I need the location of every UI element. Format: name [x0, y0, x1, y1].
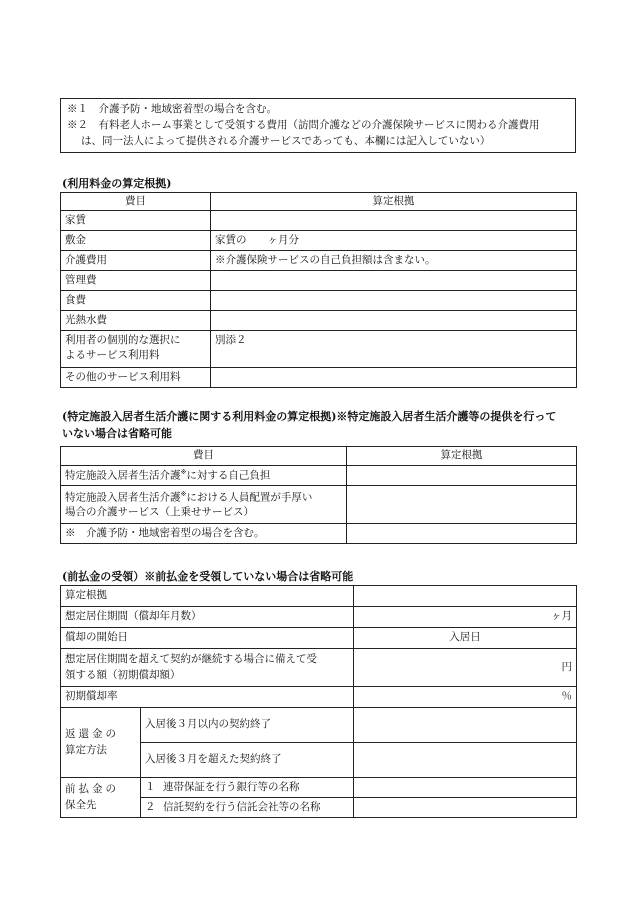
- table-row: [61, 368, 577, 388]
- table-row: [61, 778, 577, 798]
- table-row: [61, 466, 577, 486]
- header-basis: 算定根拠: [211, 193, 577, 211]
- protection-label-line1: 前払金の: [65, 783, 119, 796]
- protection-option-b: [141, 798, 354, 818]
- period-unit: ヶ月: [354, 607, 577, 628]
- care-fee-table: [60, 446, 577, 544]
- row-item: [61, 486, 347, 524]
- table-row: [61, 607, 577, 628]
- amount-label-line2: 領する額（初期償却額）: [65, 668, 181, 681]
- refund-label-line1: 返還金の: [65, 728, 119, 741]
- row1-text: 特定施設入居者生活介護: [65, 469, 181, 482]
- protection-label: [61, 778, 141, 818]
- row-basis: [347, 466, 577, 486]
- row-item: ※ 介護予防・地域密着型の場合を含む。: [61, 524, 347, 544]
- row2-line2: 場合の介護サービス（上乗せサービス）: [65, 506, 254, 519]
- refund-option-b: 入居後３月を超えた契約終了: [141, 743, 354, 778]
- row-item: [61, 466, 347, 486]
- note-line-3: は、同一法人によって提供される介護サービスであっても、本欄には記入していない）: [81, 134, 491, 147]
- section2-title: [62, 409, 582, 442]
- protection-option-a: [141, 778, 354, 798]
- amount-label-line1: 想定居住期間を超えて契約が継続する場合に備えて受: [65, 653, 317, 666]
- row-item: 介護費用: [61, 251, 211, 271]
- refund-method-label: [61, 708, 141, 778]
- row2-line1: [65, 489, 342, 506]
- amount-label: [61, 649, 354, 687]
- table-row: [61, 311, 577, 331]
- amount-unit: 円: [354, 649, 577, 687]
- protection-label-line2: 保全先: [65, 798, 97, 811]
- row-item-line2: よるサービス利用料: [65, 349, 160, 362]
- section2-title-line1: (特定施設入居者生活介護に関する利用料金の算定根拠)※特定施設入居者生活介護等の提供を行って: [62, 410, 557, 423]
- protection-num-a: １: [145, 780, 156, 793]
- table-row: [61, 251, 577, 271]
- start-label: 償却の開始日: [61, 628, 354, 649]
- row-basis: 家賃の ヶ月分: [211, 231, 577, 251]
- protection-value-b: [354, 798, 577, 818]
- table-row: [61, 524, 577, 544]
- fee-basis-table: [60, 192, 577, 388]
- table-row: [61, 271, 577, 291]
- table-row: [61, 586, 577, 607]
- note-line-1: ※１ 介護予防・地域密着型の場合を含む。: [67, 103, 277, 115]
- row2-text-post: における人員配置が手厚い: [186, 491, 313, 504]
- protection-value-a: [354, 778, 577, 798]
- row1-text-post: に対する自己負担: [186, 469, 271, 482]
- table-row: [61, 331, 577, 368]
- footnote-mark: ※: [180, 468, 187, 477]
- row-item: 管理費: [61, 271, 211, 291]
- notes-box: [60, 98, 576, 153]
- start-value: 入居日: [354, 628, 577, 649]
- rate-label: 初期償却率: [61, 687, 354, 708]
- row-basis: [211, 368, 577, 388]
- row-basis: [211, 271, 577, 291]
- footnote-mark: ※: [180, 489, 187, 498]
- table-row: [61, 291, 577, 311]
- row-basis: ※介護保険サービスの自己負担額は含まない。: [211, 251, 577, 271]
- table-row: [61, 231, 577, 251]
- row-basis: [347, 486, 577, 524]
- advance-payment-table: [60, 585, 577, 818]
- rate-unit: ％: [354, 687, 577, 708]
- section2-title-line2: いない場合は省略可能: [62, 426, 172, 440]
- row-basis: [211, 211, 577, 231]
- row-item: 敷金: [61, 231, 211, 251]
- refund-option-a: 入居後３月以内の契約終了: [141, 708, 354, 743]
- row-item-line1: 利用者の個別的な選択に: [65, 334, 181, 346]
- table-row: [61, 649, 577, 687]
- protection-text-b: 信託契約を行う信託会社等の名称: [163, 800, 321, 813]
- header-item: 費目: [61, 193, 211, 211]
- table-row: [61, 211, 577, 231]
- header-basis: 算定根拠: [347, 447, 577, 466]
- basis-value: [354, 586, 577, 607]
- table-row: [61, 687, 577, 708]
- protection-text-a: 連帯保証を行う銀行等の名称: [163, 780, 300, 793]
- row-item: [61, 331, 211, 368]
- row-basis: [211, 311, 577, 331]
- row-basis: [211, 291, 577, 311]
- table-row: [61, 628, 577, 649]
- table-row: [61, 708, 577, 743]
- row-item: 光熱水費: [61, 311, 211, 331]
- row-item: 食費: [61, 291, 211, 311]
- table-header-row: [61, 447, 577, 466]
- row-item: その他のサービス利用料: [61, 368, 211, 388]
- section1-title: (利用料金の算定根拠): [62, 177, 172, 190]
- table-row: [61, 486, 577, 524]
- header-item: 費目: [61, 447, 347, 466]
- row-basis: 別添２: [211, 331, 577, 368]
- row-item: 家賃: [61, 211, 211, 231]
- protection-num-b: ２: [145, 800, 156, 813]
- row-basis: [347, 524, 577, 544]
- refund-value-a: [354, 708, 577, 743]
- refund-value-b: [354, 743, 577, 778]
- refund-label-line2: 算定方法: [65, 743, 107, 756]
- note-line-2: ※２ 有料老人ホーム事業として受領する費用（訪問介護などの介護保険サービスに関わる介護費用: [67, 118, 540, 131]
- basis-label: 算定根拠: [61, 586, 354, 607]
- section3-title: (前払金の受領）※前払金を受領していない場合は省略可能: [62, 570, 354, 583]
- table-header-row: [61, 193, 577, 211]
- period-label: 想定居住期間（償却年月数）: [61, 607, 354, 628]
- row2-text: 特定施設入居者生活介護: [65, 491, 181, 504]
